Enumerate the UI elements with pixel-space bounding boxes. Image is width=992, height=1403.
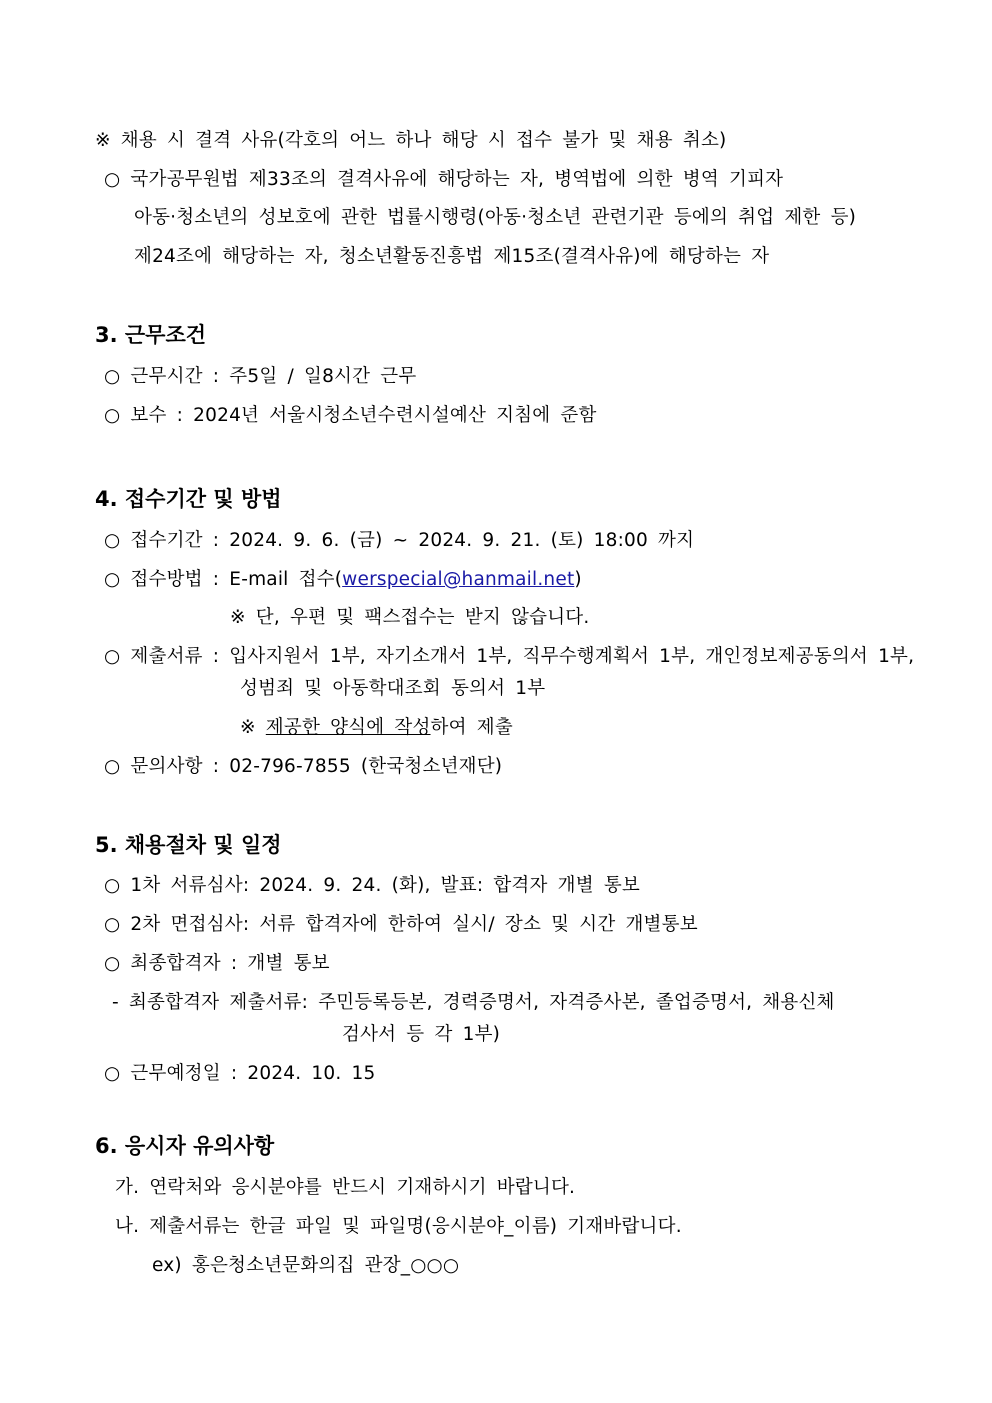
required-documents-line-1: ○ 제출서류 : 입사지원서 1부, 자기소개서 1부, 직무수행계획서 1부, 개인정보제공동의서 1부, xyxy=(104,646,915,667)
email-link[interactable]: werspecial@hanmail.net xyxy=(342,569,575,590)
step-2-interview: ○ 2차 면접심사: 서류 합격자에 한하여 실시/ 장소 및 시간 개별통보 xyxy=(104,914,698,935)
application-method-suffix: ) xyxy=(574,569,582,590)
notice-item-a: 가. 연락처와 응시분야를 반드시 기재하시기 바랍니다. xyxy=(115,1177,576,1198)
application-method-prefix: ○ 접수방법 : E-mail 접수( xyxy=(104,569,343,590)
notice-item-b: 나. 제출서류는 한글 파일 및 파일명(응시분야_이름) 기재바랍니다. xyxy=(115,1216,682,1237)
documents-note-underlined: 제공한 양식에 작성 xyxy=(265,717,431,738)
section-5-heading: 5. 채용절차 및 일정 xyxy=(95,833,282,857)
section-6-heading: 6. 응시자 유의사항 xyxy=(95,1134,275,1158)
application-period: ○ 접수기간 : 2024. 9. 6. (금) ~ 2024. 9. 21. (토) 18:00 까지 xyxy=(104,530,695,551)
documents-note-suffix: 하여 제출 xyxy=(430,717,513,738)
final-documents-line-2: 검사서 등 각 1부) xyxy=(342,1024,501,1045)
documents-note-mark: ※ xyxy=(240,717,266,738)
final-documents-line-1: - 최종합격자 제출서류: 주민등록등본, 경력증명서, 자격증사본, 졸업증명서, 채용신체 xyxy=(112,992,835,1013)
disqualification-line-1: ○ 국가공무원법 제33조의 결격사유에 해당하는 자, 병역법에 의한 병역 기피자 xyxy=(104,169,784,190)
required-documents-note xyxy=(240,715,513,741)
section-3-heading: 3. 근무조건 xyxy=(95,323,207,347)
required-documents-line-2: 성범죄 및 아동학대조회 동의서 1부 xyxy=(240,678,546,699)
salary: ○ 보수 : 2024년 서울시청소년수련시설예산 지침에 준함 xyxy=(104,405,597,426)
step-1-document-screening: ○ 1차 서류심사: 2024. 9. 24. (화), 발표: 합격자 개별 통보 xyxy=(104,875,641,896)
application-method xyxy=(104,567,582,593)
disqualification-line-2: 아동·청소년의 성보호에 관한 법률시행령(아동·청소년 관련기관 등에의 취업 제한 등) xyxy=(134,207,857,228)
filename-example: ex) 홍은청소년문화의집 관장_○○○ xyxy=(152,1255,460,1276)
disqualification-note: ※ 채용 시 결격 사유(각호의 어느 하나 해당 시 접수 불가 및 채용 취소) xyxy=(95,130,727,151)
final-candidate: ○ 최종합격자 : 개별 통보 xyxy=(104,953,330,974)
application-method-note: ※ 단, 우편 및 팩스접수는 받지 않습니다. xyxy=(230,607,590,628)
work-hours: ○ 근무시간 : 주5일 / 일8시간 근무 xyxy=(104,366,417,387)
start-date: ○ 근무예정일 : 2024. 10. 15 xyxy=(104,1063,376,1084)
contact-info: ○ 문의사항 : 02-796-7855 (한국청소년재단) xyxy=(104,756,503,777)
disqualification-line-3: 제24조에 해당하는 자, 청소년활동진흥법 제15조(결격사유)에 해당하는 자 xyxy=(134,246,770,267)
section-4-heading: 4. 접수기간 및 방법 xyxy=(95,487,282,511)
